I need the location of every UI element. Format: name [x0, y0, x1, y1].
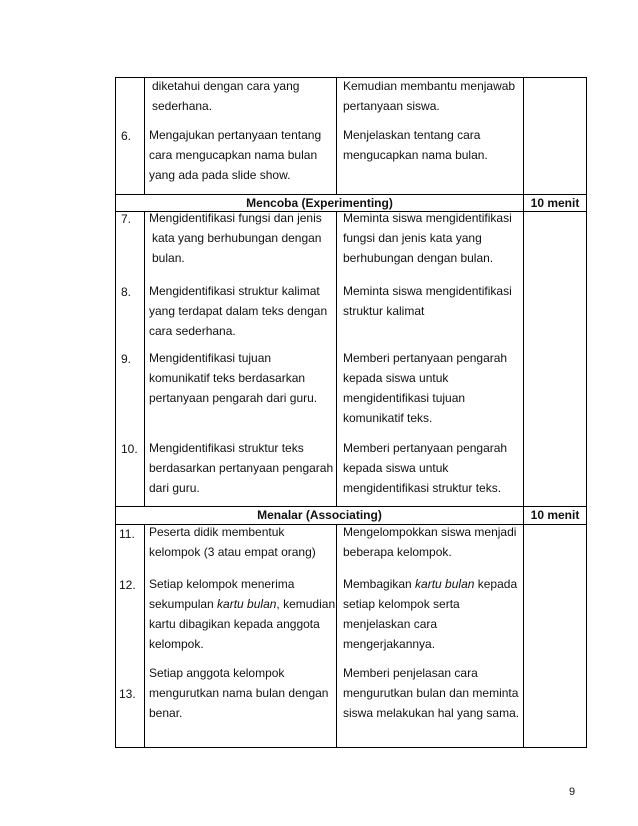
text-fragment: sekumpulan [149, 597, 218, 611]
student-activity-cell [149, 522, 316, 562]
text-fragment: , kemudian [276, 597, 336, 611]
teacher-activity-cell [343, 125, 488, 165]
text-line: siswa melakukan hal yang sama. [343, 706, 520, 720]
text-line: mengerjakannya. [343, 637, 436, 651]
section-duration: 10 menit [530, 508, 580, 522]
table-border-right [586, 77, 587, 748]
row-number: 10. [121, 442, 138, 456]
text-line: berhubungan dengan bulan. [343, 251, 494, 265]
table-border-left [115, 77, 116, 748]
text-line: Meminta siswa mengidentifikasi [343, 211, 512, 225]
teacher-activity-cell [343, 574, 517, 654]
student-activity-cell [152, 76, 299, 116]
row-number: 13. [119, 687, 136, 701]
text-line: Mengajukan pertanyaan tentang [149, 128, 322, 142]
col-divider-num [144, 77, 145, 194]
text-line: struktur kalimat [343, 304, 425, 318]
student-activity-cell [149, 281, 327, 341]
student-activity-cell [149, 125, 321, 185]
text-line: yang terdapat dalam teks dengan [149, 304, 328, 318]
text-emphasis: kartu bulan [217, 597, 277, 611]
row-number: 6. [121, 129, 132, 143]
text-line: kartu dibagikan kepada anggota [149, 617, 320, 631]
col-divider-student [336, 77, 337, 194]
text-line: sederhana. [152, 99, 213, 113]
section-title-mencoba: Mencoba (Experimenting) [246, 196, 393, 210]
teacher-activity-cell [343, 348, 507, 428]
text-line: Memberi pertanyaan pengarah [343, 441, 508, 455]
text-fragment: Membagikan [343, 577, 416, 591]
text-line [343, 574, 517, 594]
text-line: benar. [149, 706, 183, 720]
col-divider-student [336, 524, 337, 748]
section-title-menalar: Menalar (Associating) [257, 508, 382, 522]
text-line: Menjelaskan tentang cara [343, 128, 481, 142]
text-line: mengucapkan nama bulan. [343, 148, 488, 162]
text-line: cara sederhana. [149, 324, 236, 338]
text-line: menjelaskan cara [343, 617, 438, 631]
text-line: berdasarkan pertanyaan pengarah [149, 461, 334, 475]
text-line: Mengidentifikasi struktur kalimat [149, 284, 320, 298]
text-line: mengidentifikasi tujuan [343, 391, 466, 405]
text-line: mengurutkan bulan dan meminta [343, 686, 519, 700]
text-line: dari guru. [149, 481, 200, 495]
text-line: mengidentifikasi struktur teks. [343, 481, 502, 495]
student-activity-cell [149, 348, 317, 408]
section-duration: 10 menit [530, 196, 580, 210]
text-line [149, 594, 335, 614]
col-divider-num [144, 524, 145, 748]
row-number: 7. [121, 212, 132, 226]
text-line: kepada siswa untuk [343, 461, 449, 475]
text-line: Mengidentifikasi fungsi dan jenis [149, 211, 322, 225]
teacher-activity-cell [343, 438, 507, 498]
text-line: yang ada pada slide show. [149, 168, 291, 182]
row-number: 8. [121, 285, 132, 299]
text-line: beberapa kelompok. [343, 545, 452, 559]
text-line: kelompok (3 atau empat orang) [149, 545, 316, 559]
text-emphasis: kartu bulan [415, 577, 475, 591]
text-line: Meminta siswa mengidentifikasi [343, 284, 512, 298]
student-activity-cell [149, 208, 322, 268]
text-line: pertanyaan siswa. [343, 99, 440, 113]
row-number: 9. [121, 352, 132, 366]
text-line: Memberi pertanyaan pengarah [343, 351, 508, 365]
text-line: mengurutkan nama bulan dengan [149, 686, 329, 700]
teacher-activity-cell [343, 208, 512, 268]
section-divider [115, 506, 587, 507]
col-divider-num [144, 211, 145, 506]
student-activity-cell [149, 574, 335, 654]
text-line: kepada siswa untuk [343, 371, 449, 385]
text-line: diketahui dengan cara yang [152, 79, 300, 93]
row-number: 11. [119, 527, 135, 541]
text-line: Mengidentifikasi tujuan [149, 351, 272, 365]
text-line: Mengidentifikasi struktur teks [149, 441, 304, 455]
section-divider [115, 194, 587, 195]
page-number: 9 [569, 786, 576, 798]
student-activity-cell [149, 663, 328, 723]
text-line: kata yang berhubungan dengan [152, 231, 322, 245]
text-line: Peserta didik membentuk [149, 525, 285, 539]
table-border-bottom [115, 747, 587, 748]
text-line: Setiap kelompok menerima [149, 577, 295, 591]
text-line: komunikatif teks. [343, 411, 433, 425]
text-line: bulan. [152, 251, 185, 265]
text-line: Kemudian membantu menjawab [343, 79, 516, 93]
teacher-activity-cell [343, 522, 516, 562]
text-line: Mengelompokkan siswa menjadi [343, 525, 517, 539]
text-line: Setiap anggota kelompok [149, 666, 285, 680]
row-number: 12. [119, 578, 136, 592]
teacher-activity-cell [343, 663, 519, 723]
col-divider-time [523, 77, 524, 748]
teacher-activity-cell [343, 76, 515, 116]
student-activity-cell [149, 438, 333, 498]
col-divider-student [336, 211, 337, 506]
text-line: kelompok. [149, 637, 204, 651]
text-fragment: kepada [474, 577, 518, 591]
text-line: pertanyaan pengarah dari guru. [149, 391, 318, 405]
text-line: fungsi dan jenis kata yang [343, 231, 482, 245]
text-line: setiap kelompok serta [343, 597, 460, 611]
text-line: komunikatif teks berdasarkan [149, 371, 306, 385]
teacher-activity-cell [343, 281, 512, 321]
text-line: cara mengucapkan nama bulan [149, 148, 318, 162]
text-line: Memberi penjelasan cara [343, 666, 478, 680]
